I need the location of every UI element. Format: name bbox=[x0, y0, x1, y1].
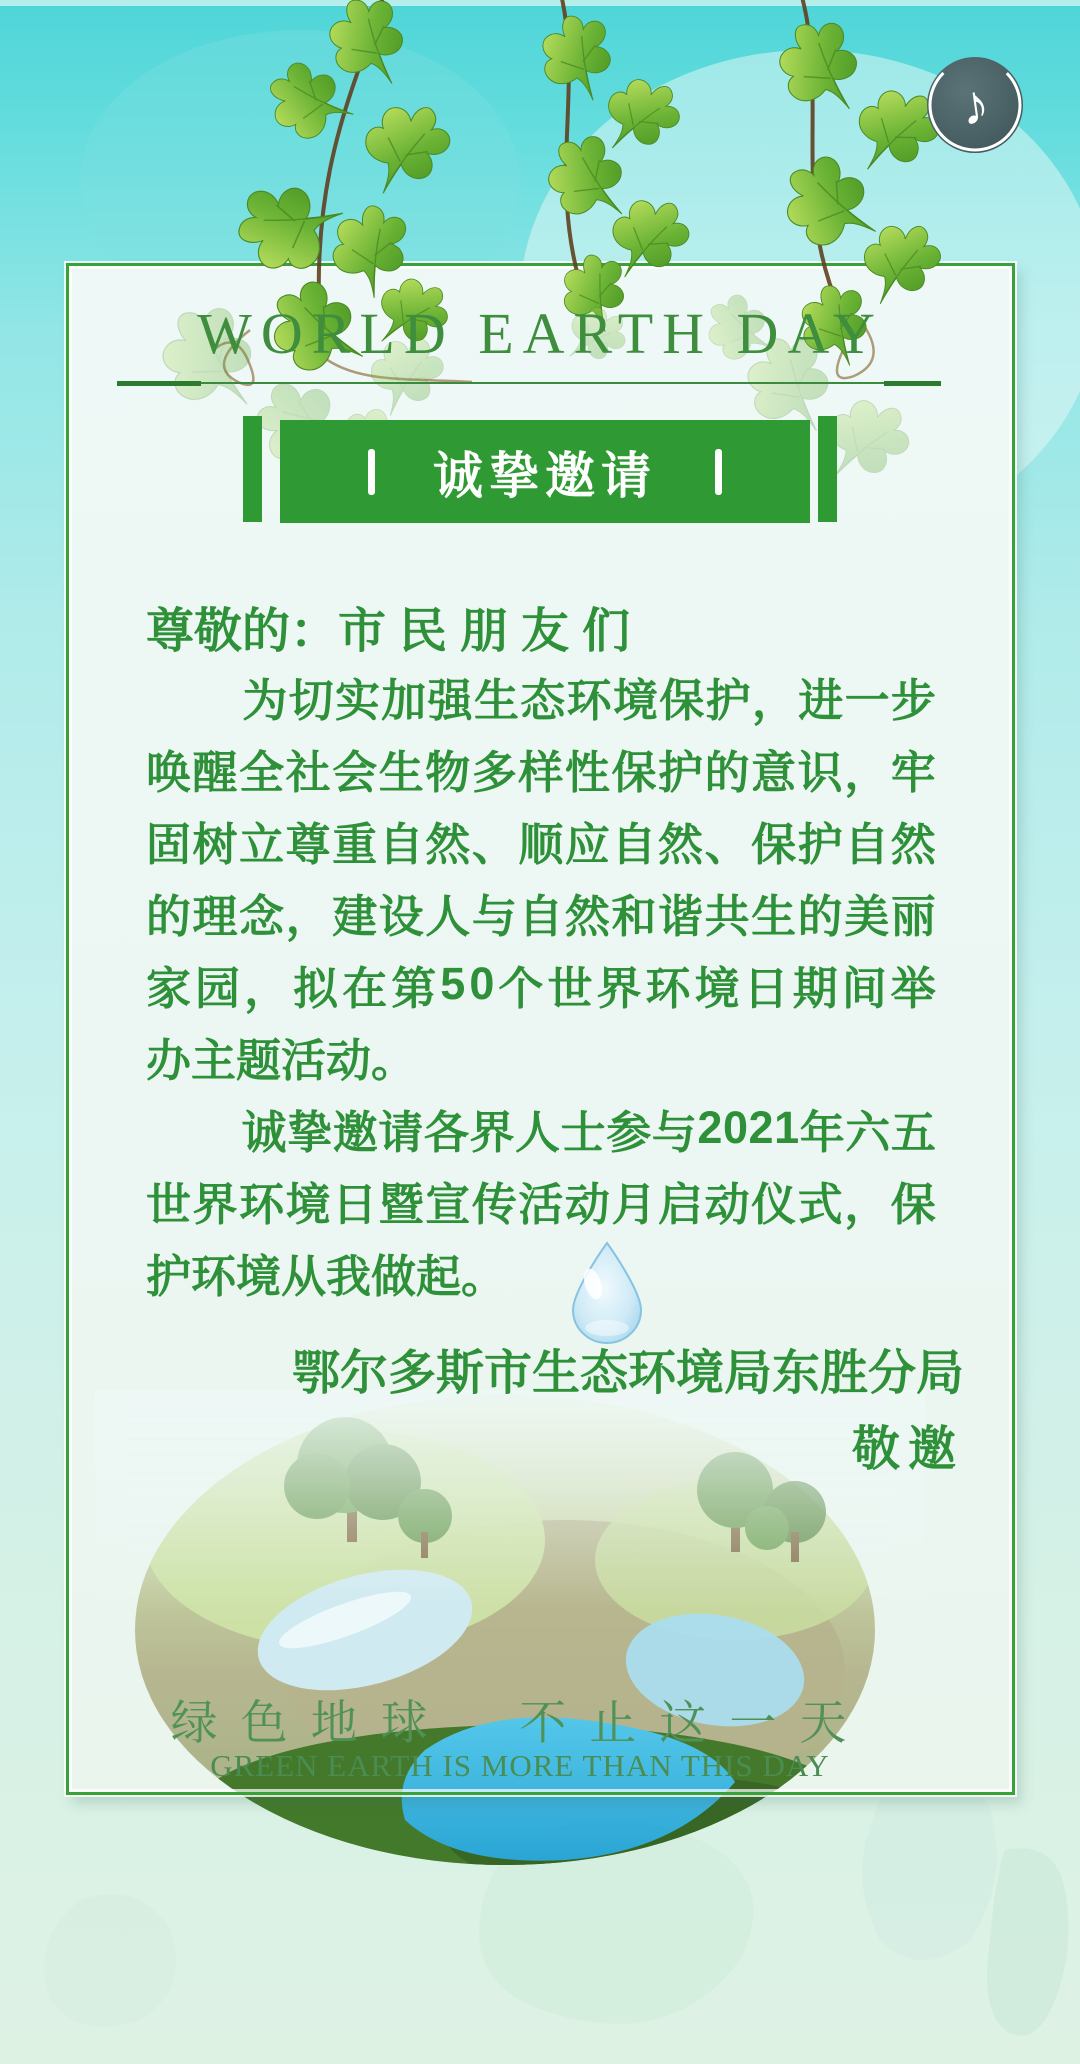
signature-block bbox=[146, 1336, 964, 1488]
divider-right-segment bbox=[884, 381, 941, 386]
body-line: 唤 醒 全 社 会 生 物 多 样 性 保 护 的 意 识 ， 牢 bbox=[146, 746, 936, 798]
body-line: 固 树 立 尊 重 自 然 、 顺 应 自 然 、 保 护 自 然 bbox=[146, 818, 936, 870]
body-line: 办主题活动。 bbox=[146, 1034, 417, 1086]
body-line: 家 园 ， 拟 在 第 5 0 个 世 界 环 境 日 期 间 举 bbox=[146, 958, 936, 1014]
ivy-vine-decoration bbox=[0, 0, 1080, 480]
banner-mark-left bbox=[368, 449, 375, 495]
invitation-banner bbox=[280, 420, 810, 523]
signature-closing: 敬邀 bbox=[851, 1423, 964, 1476]
footer-slogan-en: GREEN EARTH IS MORE THAN THIS DAY bbox=[210, 1748, 830, 1783]
banner-side-bar-left bbox=[243, 416, 262, 522]
greeting-prefix: 尊敬的： bbox=[146, 605, 339, 658]
body-line: 的 理 念 ， 建 设 人 与 自 然 和 谐 共 生 的 美 丽 bbox=[146, 890, 936, 942]
banner-mark-right bbox=[715, 449, 722, 495]
footer-slogan-cn: 绿色地球 不止这一天 bbox=[170, 1698, 870, 1750]
body-line: 世 界 环 境 日 暨 宣 传 活 动 月 启 动 仪 式 ， 保 bbox=[146, 1178, 936, 1230]
greeting-audience: 市民朋友们 bbox=[338, 605, 644, 658]
body-line: 为 切 实 加 强 生 态 环 境 保 护 ， 进 一 步 bbox=[242, 674, 936, 726]
body-line: 护环境从我做起。 bbox=[146, 1250, 507, 1302]
banner-label: 诚挚邀请 bbox=[433, 447, 657, 504]
page-title: WORLD EARTH DAY bbox=[197, 301, 884, 366]
audio-play-button[interactable] bbox=[927, 57, 1023, 153]
body-text bbox=[146, 660, 936, 1308]
signature-org: 鄂尔多斯市生态环境局东胜分局 bbox=[291, 1347, 964, 1400]
greeting-line bbox=[146, 592, 643, 661]
music-note-icon: ♪ bbox=[956, 71, 994, 138]
banner-side-bar-right bbox=[818, 416, 837, 522]
divider-line bbox=[201, 382, 884, 384]
title-divider bbox=[117, 380, 941, 386]
divider-left-segment bbox=[117, 381, 201, 386]
body-line: 诚 挚 邀 请 各 界 人 士 参 与 2 0 2 1 年 六 五 bbox=[241, 1102, 936, 1158]
